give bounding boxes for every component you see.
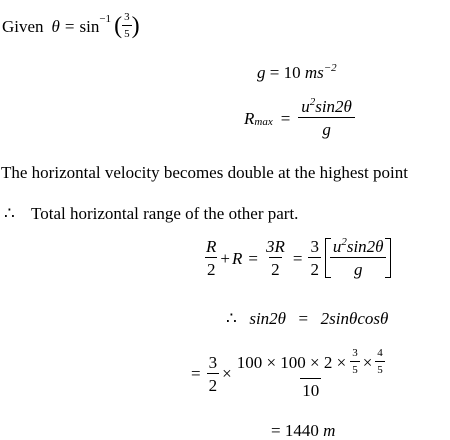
inverse-exponent: −1 bbox=[99, 12, 112, 25]
given-denominator: 5 bbox=[122, 25, 132, 40]
identity-equals: = bbox=[298, 309, 309, 328]
bracket-sin2theta: sin2θ bbox=[346, 237, 384, 256]
horizontal-velocity-text: The horizontal velocity becomes double at the highest point bbox=[1, 163, 408, 182]
result-equation bbox=[271, 422, 335, 439]
rmax-fraction bbox=[298, 98, 355, 138]
frac-3r-num: 3R bbox=[265, 237, 285, 256]
calc-frac-5b: 5 bbox=[375, 361, 385, 376]
result-unit: m bbox=[323, 421, 336, 440]
range-text: Total horizontal range of the other part. bbox=[31, 204, 299, 223]
identity-lhs: sin2θ bbox=[249, 309, 287, 328]
sin-2theta: sin2θ bbox=[315, 97, 352, 116]
range-frac-half bbox=[204, 238, 218, 278]
identity-equation bbox=[226, 310, 388, 327]
calculation-equation bbox=[191, 348, 387, 399]
range-r: R bbox=[231, 248, 243, 268]
calc-frac-3-5 bbox=[350, 348, 360, 376]
range-frac-3r bbox=[264, 238, 287, 278]
bracket-g: g bbox=[330, 257, 387, 278]
unit-exponent: −2 bbox=[323, 62, 337, 74]
unit-ms: ms bbox=[304, 63, 324, 82]
calc-frac-4: 4 bbox=[377, 347, 383, 359]
calc-equals: = bbox=[191, 364, 201, 383]
given-equals: = bbox=[64, 16, 75, 36]
calc-times-2: × bbox=[362, 352, 373, 372]
given-line bbox=[2, 12, 140, 40]
right-paren: ) bbox=[131, 13, 140, 39]
velocity-u: u bbox=[301, 97, 310, 116]
sin-function: sin bbox=[79, 16, 100, 36]
rmax-subscript: max bbox=[254, 115, 273, 128]
calc-frac-3: 3 bbox=[352, 347, 358, 359]
frac-3r-den: 2 bbox=[269, 257, 282, 278]
calc-3: 3 bbox=[208, 352, 218, 372]
therefore-symbol: ∴ bbox=[4, 204, 15, 223]
calc-frac-5a: 5 bbox=[350, 361, 360, 376]
given-fraction bbox=[122, 12, 132, 40]
calc-frac-4-5 bbox=[375, 348, 385, 376]
calc-times: × bbox=[222, 364, 232, 383]
calc-big-fraction bbox=[235, 348, 387, 399]
range-text-line bbox=[4, 205, 298, 222]
theta-symbol: θ bbox=[51, 16, 60, 36]
rmax-equals: = bbox=[280, 108, 291, 128]
bracket-u: u bbox=[332, 237, 342, 256]
left-paren: ( bbox=[114, 13, 123, 39]
frac-3-num: 3 bbox=[310, 237, 319, 256]
identity-therefore: ∴ bbox=[226, 309, 237, 328]
bracket-fraction bbox=[330, 238, 387, 278]
calc-2: 2 bbox=[207, 373, 220, 394]
square-bracket bbox=[325, 238, 392, 278]
frac-r-num: R bbox=[206, 237, 217, 256]
identity-rhs: 2sinθcosθ bbox=[320, 309, 389, 328]
g-symbol: g bbox=[257, 63, 266, 82]
equals-1: = bbox=[248, 248, 258, 268]
given-numerator: 3 bbox=[124, 11, 130, 23]
rmax-numerator bbox=[299, 98, 354, 117]
calc-frac-3-2 bbox=[207, 354, 220, 394]
range-equation bbox=[204, 238, 391, 278]
calc-denominator-10: 10 bbox=[300, 378, 321, 399]
plus-sign: + bbox=[220, 248, 230, 268]
gravity-equation bbox=[257, 64, 337, 81]
square-exponent: 2 bbox=[309, 96, 316, 108]
calc-product: 100 × 100 × 2 × bbox=[236, 352, 347, 372]
frac-2-den: 2 bbox=[308, 257, 321, 278]
frac-r-den: 2 bbox=[205, 257, 218, 278]
rmax-denominator: g bbox=[298, 117, 355, 138]
rmax-equation bbox=[244, 98, 355, 138]
range-frac-3-2 bbox=[308, 238, 321, 278]
result-value: = 1440 bbox=[271, 421, 319, 440]
rmax-symbol: R bbox=[244, 108, 255, 128]
given-word: Given bbox=[2, 16, 44, 36]
g-value: = 10 bbox=[269, 63, 301, 82]
bracket-square: 2 bbox=[341, 236, 347, 248]
equals-2: = bbox=[292, 248, 303, 268]
